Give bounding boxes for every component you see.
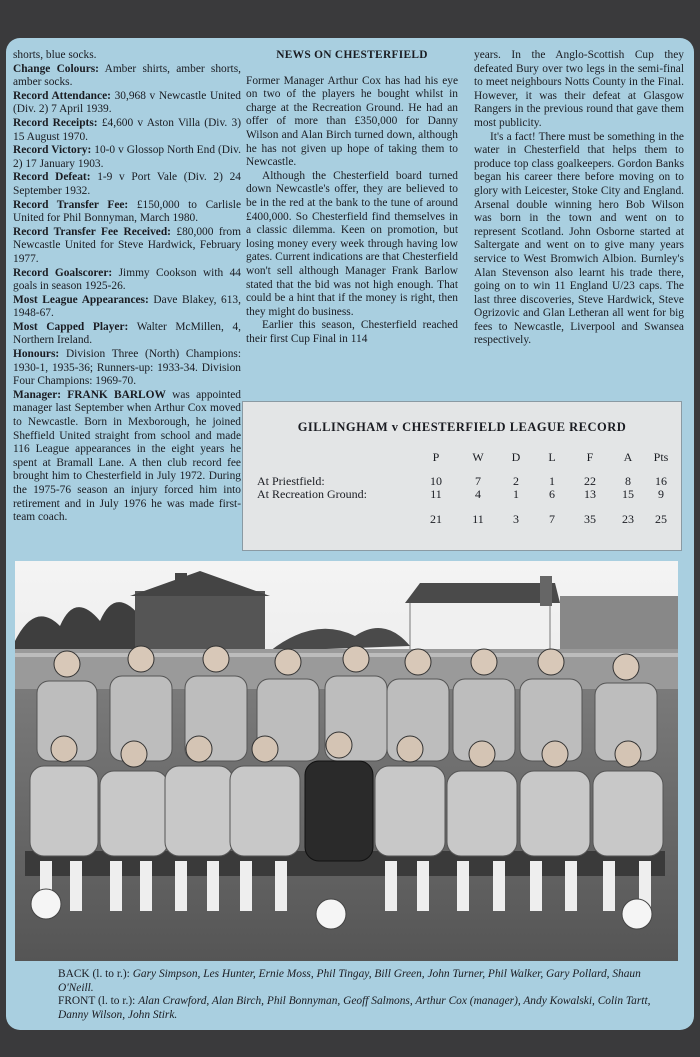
- record-transfer-fee-text: £150,000 to Carlisle United for Phil Bonnyman, March 1980.: [13, 198, 242, 225]
- table-cell: 7: [475, 474, 481, 488]
- change-colours-label: Change Colours:: [13, 62, 99, 75]
- most-capped-text: Walter McMillen, 4, Northern Ireland.: [13, 320, 241, 347]
- record-victory-entry: [13, 144, 241, 171]
- table-total-cell: 3: [513, 512, 519, 526]
- row-priestfield-label: At Priestfield:: [257, 474, 325, 488]
- manager-label: Manager: FRANK BARLOW: [13, 388, 166, 401]
- table-cell: 6: [549, 487, 555, 501]
- table-cell: 1: [549, 474, 555, 488]
- header-pts: Pts: [653, 450, 669, 464]
- header-p: P: [432, 450, 440, 464]
- most-appearances-entry: [13, 294, 241, 321]
- table-total-cell: 11: [472, 512, 484, 526]
- manager-entry: [13, 389, 241, 525]
- table-cell: 13: [584, 487, 596, 501]
- record-goalscorer-text: Jimmy Cookson with 44 goals in season 1925-26.: [13, 266, 241, 293]
- most-appearances-text: Dave Blakey, 613, 1948-67.: [13, 293, 241, 320]
- honours-text: Division Three (North) Champions: 1930-1, 1935-36; Runners-up: 1933-34. Division Four Champions: 1969-70.: [13, 348, 241, 388]
- record-defeat-text: 1-9 v Port Vale (Div. 2) 24 September 1932.: [13, 171, 241, 197]
- table-total-cell: 21: [430, 512, 442, 526]
- photo-caption: [58, 968, 678, 1022]
- record-fee-received-label: Record Transfer Fee Received:: [13, 225, 171, 238]
- record-fee-received-entry: [13, 226, 241, 267]
- table-cell: 8: [625, 474, 631, 488]
- honours-entry: [13, 348, 241, 389]
- record-receipts-label: Record Receipts:: [13, 116, 98, 129]
- team-photo-illustration: [15, 561, 678, 961]
- back-row-names: Gary Simpson, Les Hunter, Ernie Moss, Phil Tingay, Bill Green, John Turner, Phil Walker, Gary Pollard, Shaun O'Neill.: [58, 968, 641, 994]
- honours-label: Honours:: [13, 348, 60, 361]
- header-f: F: [586, 450, 594, 464]
- news-paragraph-2: Although the Chesterfield board turned down Newcastle's offer, they are believed to be in the red at the bank to the tune of around £400,000. So Chesterfield find themselves in a classic dilemma. Keen on promotion, but losing money every week through having low gates. Current indications are that Chesterfield won't sell although Manager Frank Barlow stated that the bid was not high enough. That could be a hint that if the money is right, then they might do business.: [246, 169, 458, 318]
- table-cell: 22: [584, 474, 596, 488]
- most-appearances-label: Most League Appearances:: [13, 293, 149, 306]
- news-column: [246, 49, 458, 346]
- record-defeat-entry: [13, 171, 241, 198]
- team-photograph: [15, 561, 678, 961]
- news-paragraph-4: years. In the Anglo-Scottish Cup they defeated Bury over two legs in the semi-final to meet neighbours Notts County in the Final. However, it was their defeat at Glasgow Rangers in the previous round that gave them most publicity.: [474, 49, 684, 129]
- change-colours-text: Amber shirts, amber shorts, amber socks.: [13, 62, 241, 89]
- table-total-cell: 35: [584, 512, 596, 526]
- club-facts-column: [13, 49, 241, 525]
- record-attendance-label: Record Attendance:: [13, 89, 111, 102]
- table-cell: 10: [430, 474, 442, 488]
- caption-back-row: [58, 968, 678, 995]
- league-record-title: GILLINGHAM v CHESTERFIELD LEAGUE RECORD: [297, 420, 627, 434]
- league-record-table: [242, 401, 682, 551]
- header-w: W: [472, 450, 484, 464]
- table-total-cell: 23: [622, 512, 634, 526]
- table-cell: 4: [475, 487, 481, 501]
- magazine-page: [6, 38, 694, 1030]
- most-capped-label: Most Capped Player:: [13, 320, 129, 333]
- record-goalscorer-label: Record Goalscorer:: [13, 266, 113, 279]
- record-attendance-text: 30,968 v Newcastle United (Div. 2) 7 April 1939.: [13, 89, 241, 116]
- news-paragraph-5: It's a fact! There must be something in the water in Chesterfield that helps them to produce top class goalkeepers. Gordon Banks began his career there before moving on to glory with Leicester, Stoke City and England. Arsenal double winning hero Bob Wilson was born in the town and went on to represent Scotland. John Osborne started at Saltergate and went on to give many years service to West Bromwich Albion. Burnley's Alan Stevenson also learnt his trade there, going on to win 11 England U/23 caps. The last three discoveries, Steve Hardwick, Steve Ogrizovic and Glan Letheran all went for big fees to Newcastle, Liverpool and Swansea respectively.: [474, 130, 684, 347]
- news-heading: NEWS ON CHESTERFIELD: [276, 49, 428, 61]
- manager-text: was appointed manager last September when Arthur Cox moved to Newcastle. Born in Mexborough, he joined Sheffield United straight from school and made 116 League appearances in the eight years he spent at Bramall Lane. A then club record fee brought him to Chesterfield in July 1972. During the 1975-76 season an injury forced him into retirement and in July 1976 he was made first-team coach.: [13, 388, 241, 524]
- record-victory-label: Record Victory:: [13, 144, 92, 157]
- news-column-continued: [474, 49, 684, 348]
- front-row-names: Alan Crawford, Alan Birch, Phil Bonnyman, Geoff Salmons, Arthur Cox (manager), Andy Kowalski, Colin Tartt, Danny Wilson, John Stirk.: [58, 995, 651, 1021]
- news-paragraph-1: Former Manager Arthur Cox has had his eye on two of the players he bought whilst in charge at the Recreation Ground. He had an offer of more than £350,000 for Danny Wilson and Alan Birch turned down, although he has not given up hope of taking them to Newcastle.: [246, 74, 458, 169]
- record-goalscorer-entry: [13, 267, 241, 294]
- header-d: D: [511, 450, 521, 464]
- record-defeat-label: Record Defeat:: [13, 171, 91, 184]
- table-cell: 15: [622, 487, 634, 501]
- record-receipts-text: £4,600 v Aston Villa (Div. 3) 15 August 1970.: [13, 116, 241, 143]
- table-cell: 11: [430, 487, 442, 501]
- record-transfer-fee-entry: [13, 199, 241, 226]
- record-transfer-fee-label: Record Transfer Fee:: [13, 198, 129, 211]
- table-total-cell: 25: [655, 512, 667, 526]
- table-cell: 16: [655, 474, 667, 488]
- table-cell: 2: [513, 474, 519, 488]
- colours-line: shorts, blue socks.: [13, 49, 97, 61]
- record-attendance-entry: [13, 90, 241, 117]
- table-cell: 1: [513, 487, 519, 501]
- header-a: A: [623, 450, 633, 464]
- most-capped-entry: [13, 321, 241, 348]
- front-row-label: FRONT (l. to r.):: [58, 995, 136, 1007]
- header-l: L: [548, 450, 556, 464]
- table-cell: 9: [658, 487, 664, 501]
- back-row-label: BACK (l. to r.):: [58, 968, 130, 980]
- record-receipts-entry: [13, 117, 241, 144]
- row-recreation-label: At Recreation Ground:: [257, 487, 367, 501]
- record-fee-received-text: £80,000 from Newcastle United for Steve Hardwick, February 1977.: [13, 225, 241, 265]
- news-paragraph-3: Earlier this season, Chesterfield reached their first Cup Final in 114: [246, 319, 458, 345]
- record-victory-text: 10-0 v Glossop North End (Div. 2) 17 January 1903.: [13, 144, 241, 170]
- table-total-cell: 7: [549, 512, 555, 526]
- change-colours-entry: [13, 63, 241, 90]
- caption-front-row: [58, 995, 678, 1022]
